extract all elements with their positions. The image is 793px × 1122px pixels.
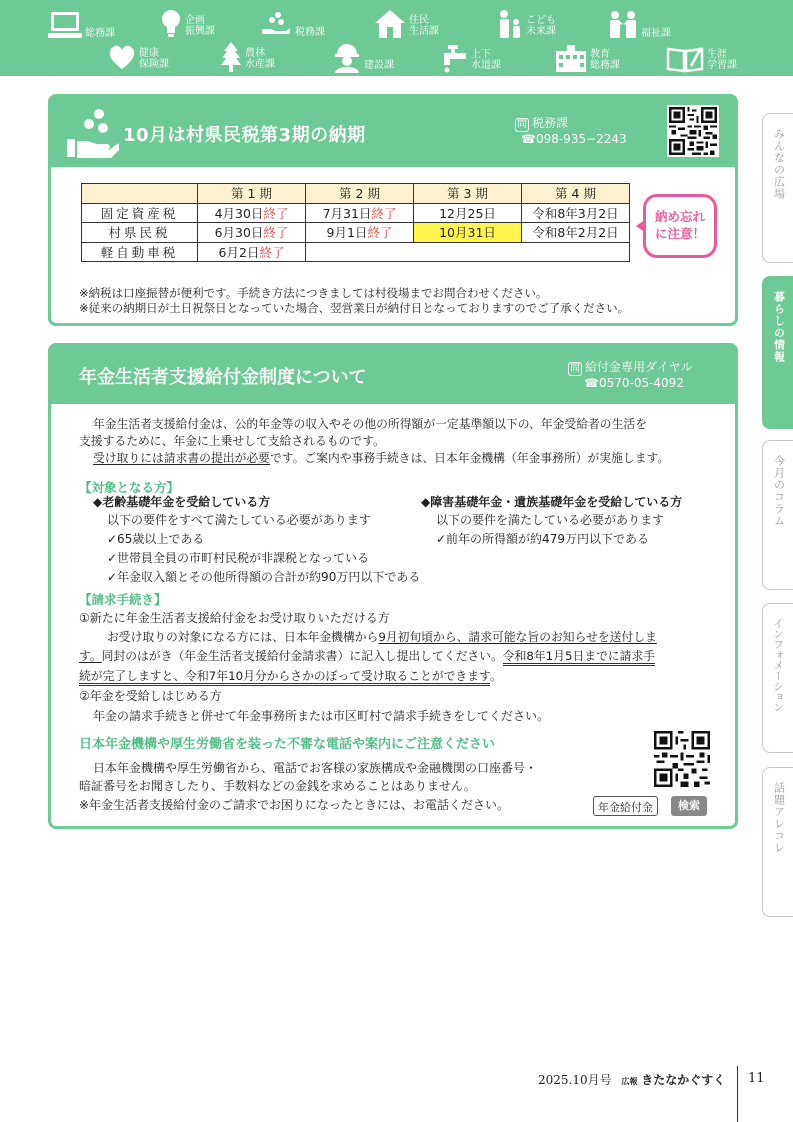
dept-shogai[interactable] bbox=[666, 43, 737, 76]
dept-kensetsu[interactable] bbox=[333, 43, 394, 76]
dept-somu[interactable] bbox=[48, 10, 115, 43]
procedure-emphasis: 9月初旬頃から、請求可能な旨のお知らせを送付しま bbox=[378, 630, 657, 644]
tax-name-cell: 軽自動車税 bbox=[82, 242, 198, 262]
warning-heading: 日本年金機構や厚生労働省を装った不審な電話や案内にご注意ください bbox=[79, 737, 496, 752]
disability-lead: 以下の要件を満たしている必要があります bbox=[436, 513, 665, 527]
due-date-cell: 令和8年3月2日 bbox=[522, 203, 630, 223]
requirement-item: ✓65歳以上である bbox=[107, 532, 205, 546]
intro-line: 受け取りには請求書の提出が必要です。ご案内や事務手続きは、日本年金機構（年金事務所）が実施します。 bbox=[93, 451, 670, 465]
dept-label: 生涯 学習課 bbox=[707, 48, 737, 71]
table-row bbox=[82, 242, 630, 262]
finished-tag: 終了 bbox=[367, 225, 393, 241]
department-nav-bar bbox=[0, 0, 793, 76]
disability-heading: ◆障害基礎年金・遺族基礎年金を受給している方 bbox=[421, 495, 683, 509]
dept-fukushi[interactable] bbox=[608, 10, 671, 43]
page-number: 11 bbox=[748, 1071, 765, 1086]
footer-issue-date: 2025.10月号 bbox=[538, 1073, 612, 1087]
heart-icon bbox=[108, 43, 136, 74]
reminder-text: 納め忘れ に注意！ bbox=[654, 209, 705, 241]
finished-tag: 終了 bbox=[263, 205, 289, 221]
dept-label: 税務課 bbox=[295, 27, 325, 38]
current-due-date-cell: 10月31日 bbox=[414, 223, 522, 243]
table-header-cell bbox=[82, 184, 198, 204]
faucet-icon bbox=[438, 43, 468, 76]
dept-label: 健康 保険課 bbox=[139, 47, 169, 70]
due-date-cell: 6月30日終了 bbox=[198, 223, 306, 243]
due-date-cell: 7月31日終了 bbox=[306, 203, 414, 223]
dept-zeimu[interactable] bbox=[262, 11, 325, 42]
requirement-item: ✓年金収入額とその他所得額の合計が約90万円以下である bbox=[107, 570, 421, 584]
side-tab-minna-no-hiroba[interactable] bbox=[762, 113, 793, 263]
worker-icon bbox=[333, 43, 361, 76]
side-tab-information[interactable] bbox=[762, 603, 793, 753]
table-row bbox=[82, 203, 630, 223]
procedure-1-line: お受け取りの対象になる方には、日本年金機構から9月初旬頃から、請求可能な旨のお知らせを送付しま bbox=[107, 630, 657, 644]
tax-notes bbox=[79, 286, 629, 316]
pension-header bbox=[51, 346, 735, 404]
requirement-item: ✓世帯員全員の市町村民税が非課税となっている bbox=[107, 551, 370, 565]
procedure-deadline: 続が完了しますと、令和7年10月分からさかのぼって受け取ることができます bbox=[79, 669, 490, 686]
procedure-heading: 【請求手続き】 bbox=[79, 592, 167, 607]
dept-label: 福祉課 bbox=[641, 28, 671, 39]
side-tab-label: 暮らしの情報 bbox=[772, 291, 786, 363]
qr-code-icon[interactable] bbox=[667, 105, 719, 157]
old-age-lead: 以下の要件をすべて満たしている必要があります bbox=[107, 513, 371, 527]
dept-label: 教育 総務課 bbox=[590, 48, 620, 71]
due-date-cell: 4月30日終了 bbox=[198, 203, 306, 223]
dept-label: 上下 水道課 bbox=[471, 48, 501, 71]
tax-contact bbox=[515, 116, 627, 147]
finished-tag: 終了 bbox=[371, 205, 397, 221]
intro-line: 年金生活者支援給付金は、公的年金等の収入やその他の所得額が一定基準額以下の、年金受給者の生活を bbox=[93, 417, 647, 431]
footer-brand-small: 広報 bbox=[621, 1076, 638, 1086]
due-date-cell: 令和8年2月2日 bbox=[522, 223, 630, 243]
qr-code-icon[interactable] bbox=[654, 731, 710, 787]
tax-notice-card bbox=[48, 94, 738, 326]
procedure-2-body: 年金の請求手続きと併せて年金事務所または市区町村で請求手続きをしてください。 bbox=[93, 709, 550, 723]
tax-note: ※従来の納期日が土日祝祭日となっていた場合、翌営業日が納付日となっておりますのでご了承ください。 bbox=[79, 301, 630, 315]
coins-hand-icon bbox=[262, 11, 292, 42]
warning-line: ※年金生活者支援給付金のご請求でお困りになったときには、お電話ください。 bbox=[79, 798, 510, 812]
computer-icon bbox=[48, 10, 82, 43]
warning-line: 暗証番号をお聞きしたり、手数料などの金銭を求めることはありません。 bbox=[79, 779, 476, 793]
target-heading: 【対象となる方】 bbox=[79, 480, 180, 495]
family-icon bbox=[608, 10, 638, 43]
side-tab-label: インフォメーション bbox=[772, 618, 784, 713]
empty-cell bbox=[306, 242, 630, 262]
side-tab-label: 話題アレコレ bbox=[772, 782, 786, 854]
dept-suido[interactable] bbox=[438, 43, 501, 76]
table-header-cell: 第 2 期 bbox=[306, 184, 414, 204]
side-tab-label: 今月のコラム bbox=[772, 455, 786, 527]
pension-card bbox=[48, 343, 738, 829]
table-row bbox=[82, 223, 630, 243]
procedure-1-line: 続が完了しますと、令和7年10月分からさかのぼって受け取ることができます。 bbox=[79, 668, 502, 685]
search-button[interactable]: 検索 bbox=[671, 796, 707, 816]
footer-brand: きたなかぐすく bbox=[641, 1073, 726, 1087]
intro-line: 支援するために、年金に上乗せして支給されるものです。 bbox=[79, 434, 385, 448]
side-tab-wadai-arekore[interactable] bbox=[762, 767, 793, 917]
inquiry-badge: 問 bbox=[517, 119, 527, 130]
tax-note: ※納税は口座振替が便利です。手続き方法につきましては村役場までお問合わせください。 bbox=[79, 286, 548, 300]
dept-kikaku[interactable] bbox=[160, 9, 215, 42]
tax-phone[interactable]: ☎098-935−2243 bbox=[521, 132, 627, 146]
side-tab-label: みんなの広場 bbox=[772, 128, 786, 200]
parent-child-icon bbox=[497, 9, 523, 42]
table-header-row bbox=[82, 184, 630, 204]
book-icon bbox=[666, 43, 704, 76]
pension-title: 年金生活者支援給付金制度について bbox=[79, 367, 367, 388]
lightbulb-icon bbox=[160, 9, 182, 42]
due-date-cell: 9月1日終了 bbox=[306, 223, 414, 243]
dept-label: 企画 振興課 bbox=[185, 14, 215, 37]
table-header-cell: 第 4 期 bbox=[522, 184, 630, 204]
pension-dept-name: 給付金専用ダイヤル bbox=[585, 360, 693, 374]
due-date-cell: 6月2日終了 bbox=[198, 242, 306, 262]
procedure-deadline: 令和8年1月5日までに請求手 bbox=[503, 649, 655, 666]
dept-kodomo[interactable] bbox=[497, 9, 556, 42]
tax-notice-title: 10月は村県民税第3期の納期 bbox=[123, 125, 366, 146]
dept-label: 農林 水産課 bbox=[245, 47, 275, 70]
side-tab-kongetsu-no-column[interactable] bbox=[762, 440, 793, 590]
inquiry-badge: 問 bbox=[570, 363, 580, 374]
footer-issue bbox=[538, 1071, 725, 1088]
dept-label: こども 未来課 bbox=[526, 14, 556, 37]
dept-norin[interactable] bbox=[220, 42, 275, 75]
dept-label: 建設課 bbox=[364, 60, 394, 71]
reminder-bubble bbox=[643, 194, 717, 258]
old-age-heading: ◆老齢基礎年金を受給している方 bbox=[93, 495, 271, 509]
finished-tag: 終了 bbox=[259, 244, 285, 260]
tax-dept-name: 税務課 bbox=[532, 116, 569, 130]
footer-divider bbox=[737, 1066, 738, 1122]
house-icon bbox=[374, 9, 406, 42]
procedure-1-line: す。同封のはがき（年金生活者支援給付金請求書）に記入し提出してください。令和8年1月5日までに請求手 bbox=[79, 648, 655, 665]
tax-schedule-table bbox=[81, 183, 630, 262]
intro-emphasis: 受け取りには請求書の提出が必要 bbox=[93, 451, 270, 465]
tax-notice-header bbox=[51, 97, 735, 167]
side-tab-kurashi-no-joho[interactable] bbox=[762, 276, 793, 429]
tax-name-cell: 村県民税 bbox=[82, 223, 198, 243]
procedure-emphasis: す。 bbox=[79, 649, 102, 663]
requirement-item: ✓前年の所得額が約479万円以下である bbox=[436, 532, 649, 546]
dept-label: 住民 生活課 bbox=[409, 14, 439, 37]
procedure-2-title: ②年金を受給しはじめる方 bbox=[79, 689, 222, 703]
search-keyword-box[interactable]: 年金給付金 bbox=[593, 796, 658, 816]
pension-phone[interactable]: ☎0570-05-4092 bbox=[584, 376, 684, 390]
coins-hand-icon bbox=[67, 107, 119, 162]
warning-line: 日本年金機構や厚生労働省から、電話でお客様の家族構成や金融機関の口座番号・ bbox=[93, 761, 538, 775]
dept-kyoiku[interactable] bbox=[555, 43, 620, 76]
table-header-cell: 第 1 期 bbox=[198, 184, 306, 204]
procedure-1-title: ①新たに年金生活者支援給付金をお受け取りいただける方 bbox=[79, 611, 390, 625]
dept-kenko[interactable] bbox=[108, 43, 169, 74]
table-header-cell: 第 3 期 bbox=[414, 184, 522, 204]
dept-label: 総務課 bbox=[85, 28, 115, 39]
dept-jumin[interactable] bbox=[374, 9, 439, 42]
pension-contact bbox=[568, 360, 693, 391]
school-icon bbox=[555, 43, 587, 76]
tax-name-cell: 固定資産税 bbox=[82, 203, 198, 223]
finished-tag: 終了 bbox=[263, 225, 289, 241]
due-date-cell: 12月25日 bbox=[414, 203, 522, 223]
tree-icon bbox=[220, 42, 242, 75]
